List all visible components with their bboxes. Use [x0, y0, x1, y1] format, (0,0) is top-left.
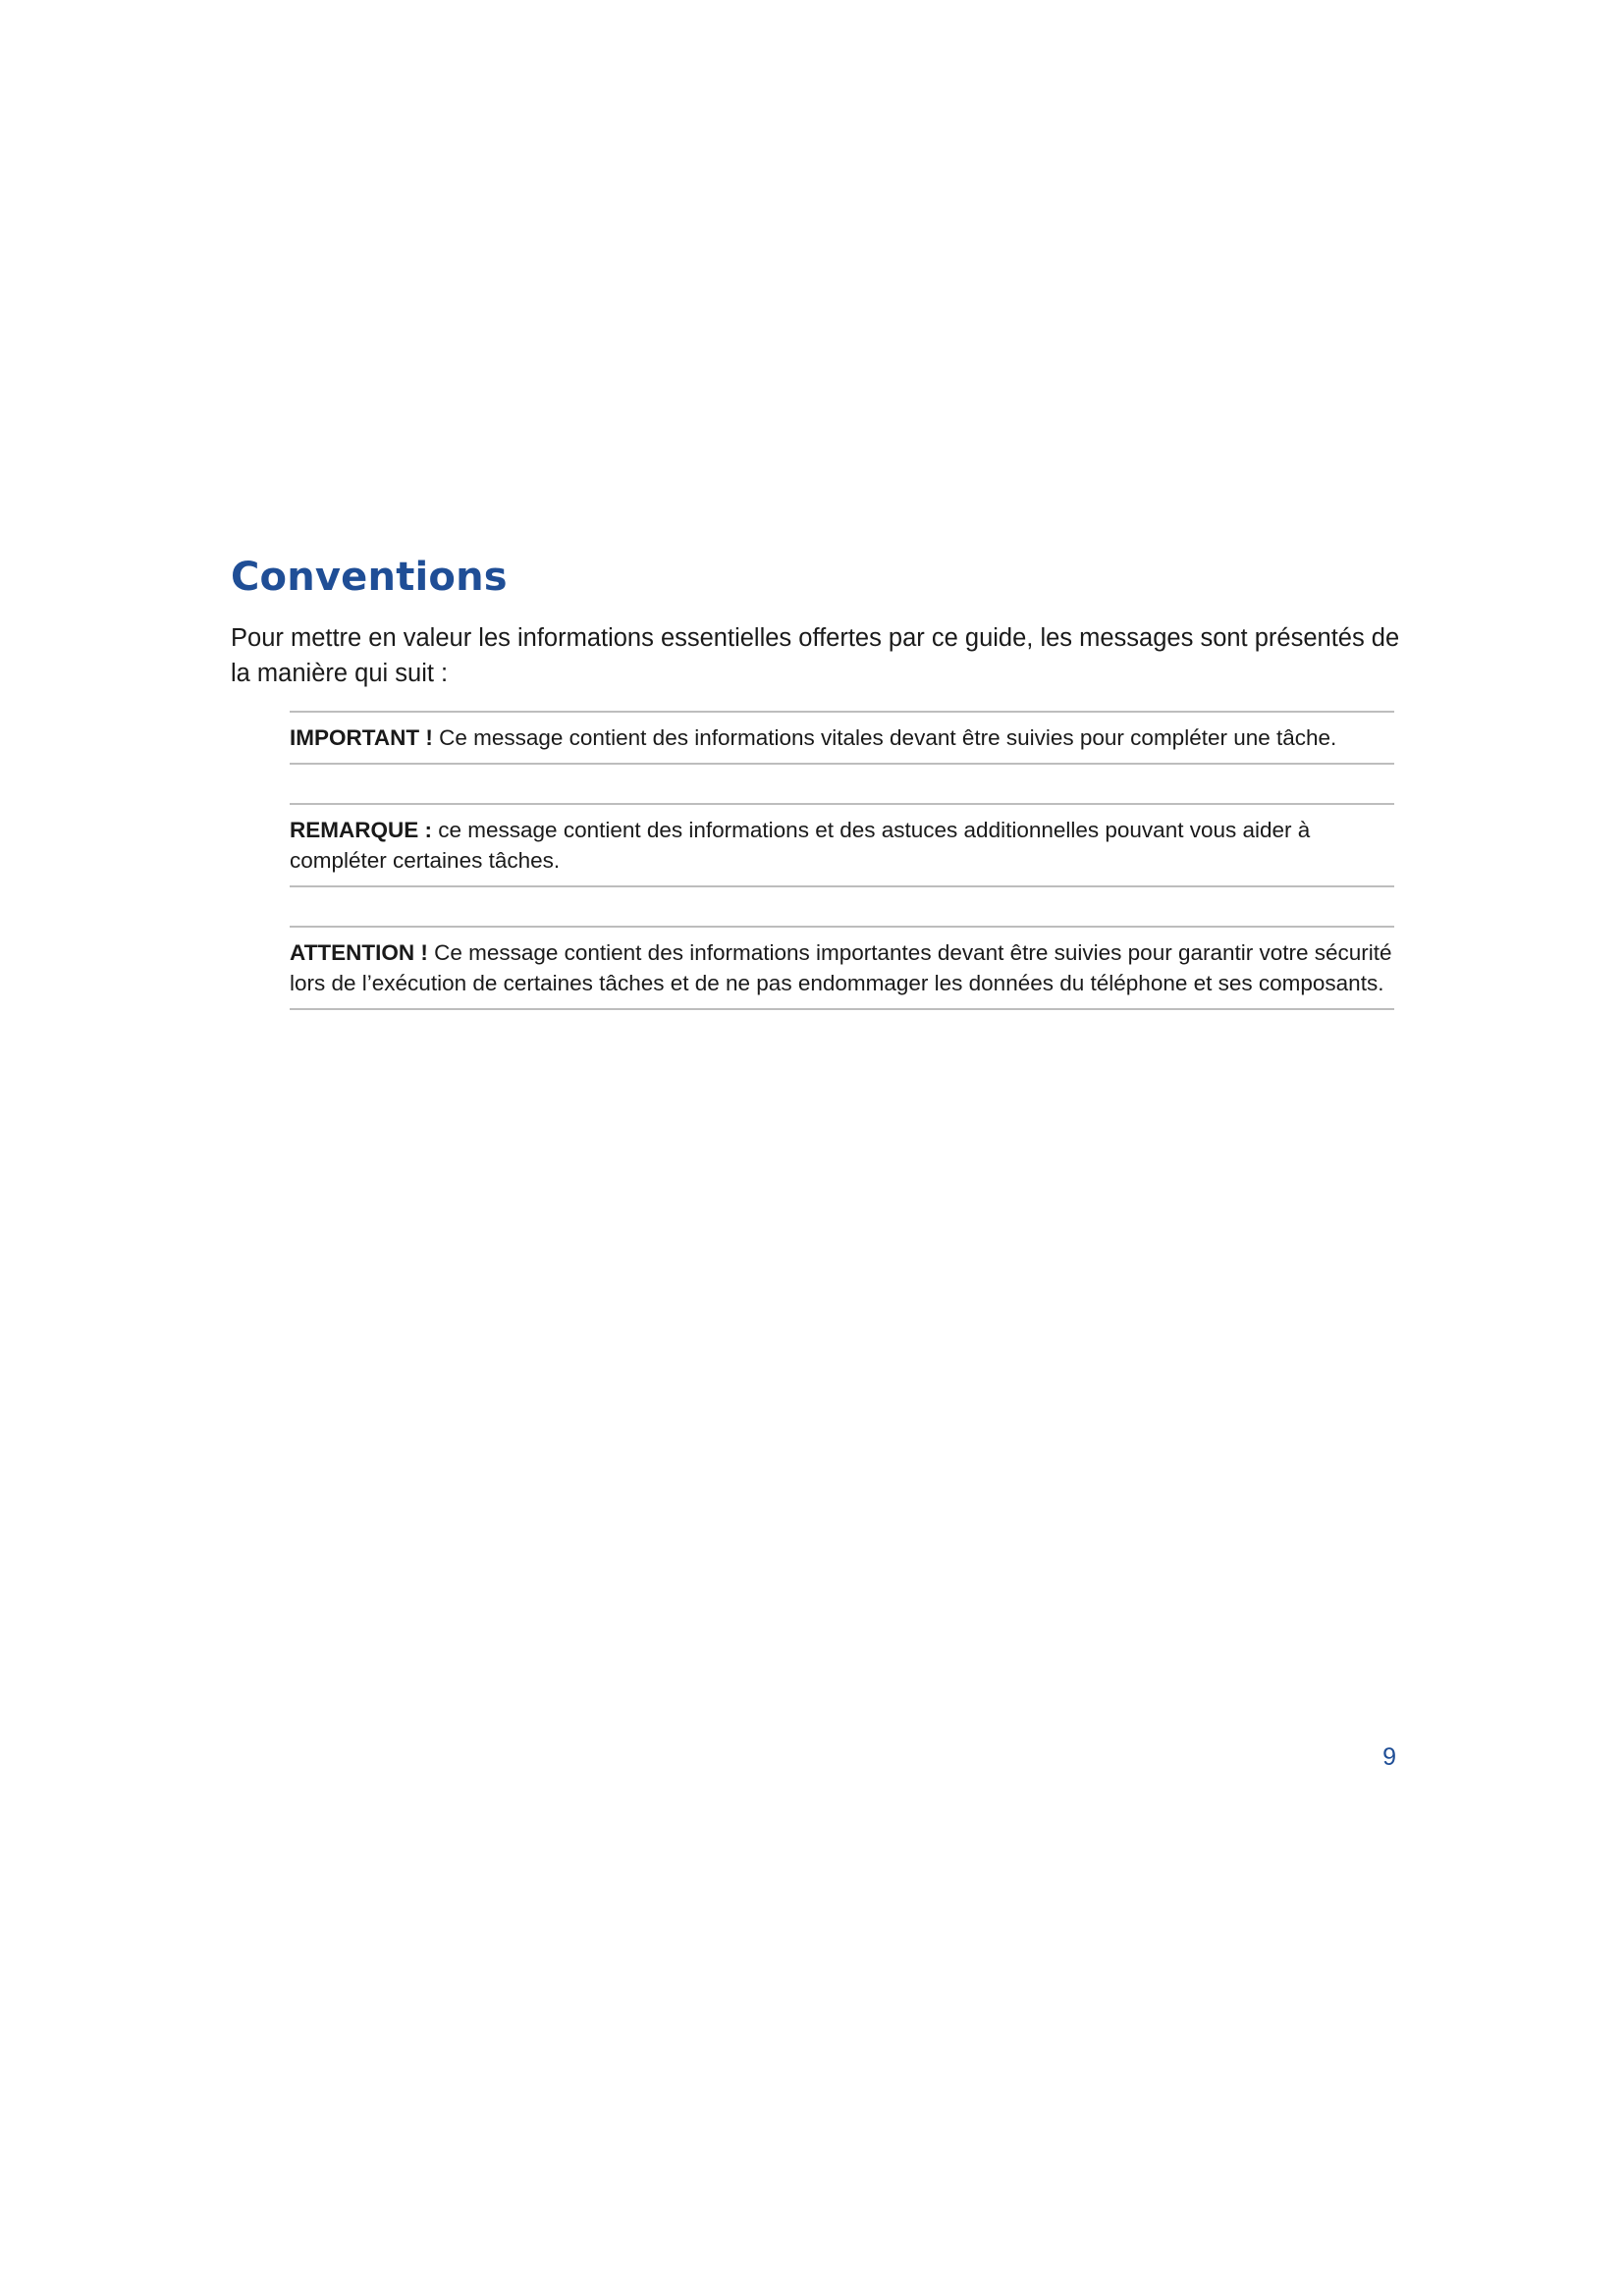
note-label-remark: REMARQUE :: [290, 818, 432, 842]
intro-paragraph: Pour mettre en valeur les informations essentielles offertes par ce guide, les messages sont présentés de la manière qui suit :: [231, 624, 1400, 687]
conventions-list: [290, 711, 1394, 1010]
note-text-important: Ce message contient des informations vitales devant être suivies pour compléter une tâche.: [432, 725, 1337, 750]
note-text-caution: Ce message contient des informations importantes devant être suivies pour garantir votre sécurité lors de l’exécution de certaines tâches et de ne pas endommager les données du téléphone et ses composants.: [290, 940, 1392, 995]
note-label-important: IMPORTANT !: [290, 725, 433, 750]
page-number: 9: [1382, 1743, 1396, 1771]
note-label-caution: ATTENTION !: [290, 940, 428, 965]
important-note: [290, 711, 1394, 765]
note-text-remark: ce message contient des informations et des astuces additionnelles pouvant vous aider à compléter certaines tâches.: [290, 818, 1311, 873]
caution-note: [290, 926, 1394, 1010]
remark-note: [290, 803, 1394, 887]
page-title: Conventions: [231, 555, 508, 600]
